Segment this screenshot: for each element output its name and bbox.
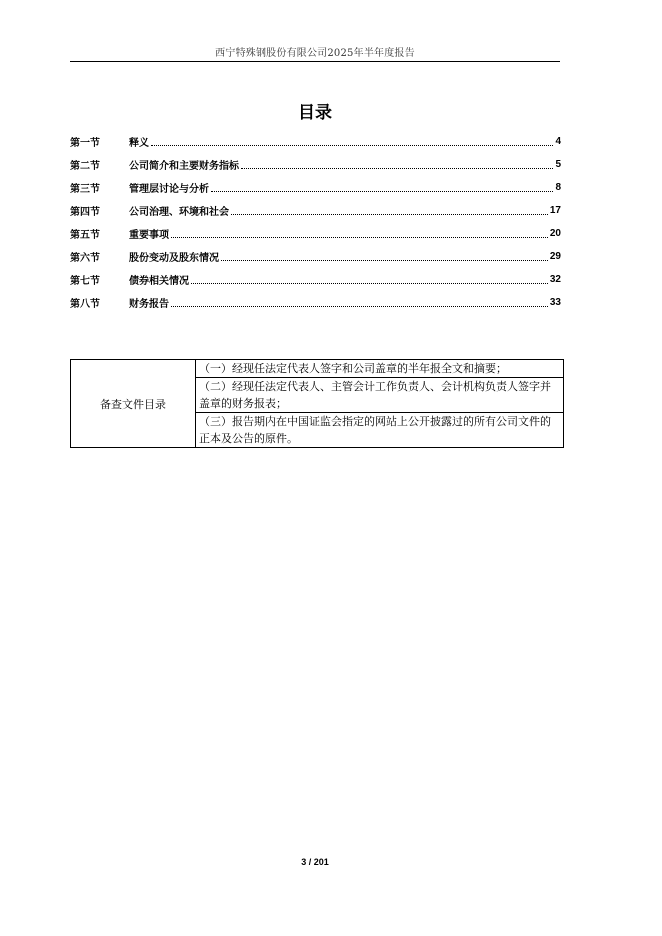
toc-section-title: 公司简介和主要财务指标 (129, 161, 239, 172)
toc-entry[interactable] (70, 199, 561, 222)
toc-section-title: 释义 (129, 138, 149, 149)
toc-section-number: 第六节 (70, 253, 100, 264)
page-header: 西宁特殊钢股份有限公司2025年半年度报告 (215, 48, 415, 59)
toc-page-number: 20 (549, 228, 561, 239)
toc-page-number: 32 (549, 274, 561, 285)
page-number: 3 / 201 (301, 857, 329, 867)
toc-leader-dots (191, 273, 548, 284)
toc-section-title: 财务报告 (129, 299, 169, 310)
toc-leader-dots (151, 135, 553, 146)
toc-section-title: 债券相关情况 (129, 276, 189, 287)
toc-section-number: 第三节 (70, 184, 100, 195)
toc-section-number: 第八节 (70, 299, 100, 310)
toc-section-number: 第四节 (70, 207, 100, 218)
toc-page-number: 33 (549, 297, 561, 308)
reference-document-item: （二）经现任法定代表人、主管会计工作负责人、会计机构负责人签字并盖章的财务报表； (196, 378, 564, 413)
reference-documents-table (70, 359, 564, 448)
toc-section-number: 第二节 (70, 161, 100, 172)
toc-entry[interactable] (70, 222, 561, 245)
toc-section-title: 公司治理、环境和社会 (129, 207, 229, 218)
toc-leader-dots (231, 204, 548, 215)
toc-section-title: 股份变动及股东情况 (129, 253, 219, 264)
toc-leader-dots (171, 296, 548, 307)
toc-page-number: 29 (549, 251, 561, 262)
reference-document-item: （一）经现任法定代表人签字和公司盖章的半年报全文和摘要； (196, 360, 564, 378)
toc-leader-dots (211, 181, 553, 192)
toc-page-number: 17 (549, 205, 561, 216)
toc-entry[interactable] (70, 245, 561, 268)
toc-section-number: 第一节 (70, 138, 100, 149)
reference-document-item: （三）报告期内在中国证监会指定的网站上公开披露过的所有公司文件的正本及公告的原件。 (196, 413, 564, 448)
toc-section-title: 管理层讨论与分析 (129, 184, 209, 195)
toc-entry[interactable] (70, 291, 561, 314)
reference-documents-label: 备查文件目录 (71, 360, 196, 448)
toc-section-number: 第七节 (70, 276, 100, 287)
toc-leader-dots (241, 158, 553, 169)
toc-entry[interactable] (70, 130, 561, 153)
table-of-contents (70, 130, 561, 314)
toc-section-number: 第五节 (70, 230, 100, 241)
toc-entry[interactable] (70, 176, 561, 199)
toc-page-number: 4 (555, 136, 561, 147)
toc-entry[interactable] (70, 268, 561, 291)
page-title: 目录 (298, 103, 332, 123)
header-divider (70, 61, 560, 62)
toc-leader-dots (171, 227, 548, 238)
toc-leader-dots (221, 250, 548, 261)
toc-entry[interactable] (70, 153, 561, 176)
toc-section-title: 重要事项 (129, 230, 169, 241)
toc-page-number: 8 (555, 182, 561, 193)
toc-page-number: 5 (555, 159, 561, 170)
